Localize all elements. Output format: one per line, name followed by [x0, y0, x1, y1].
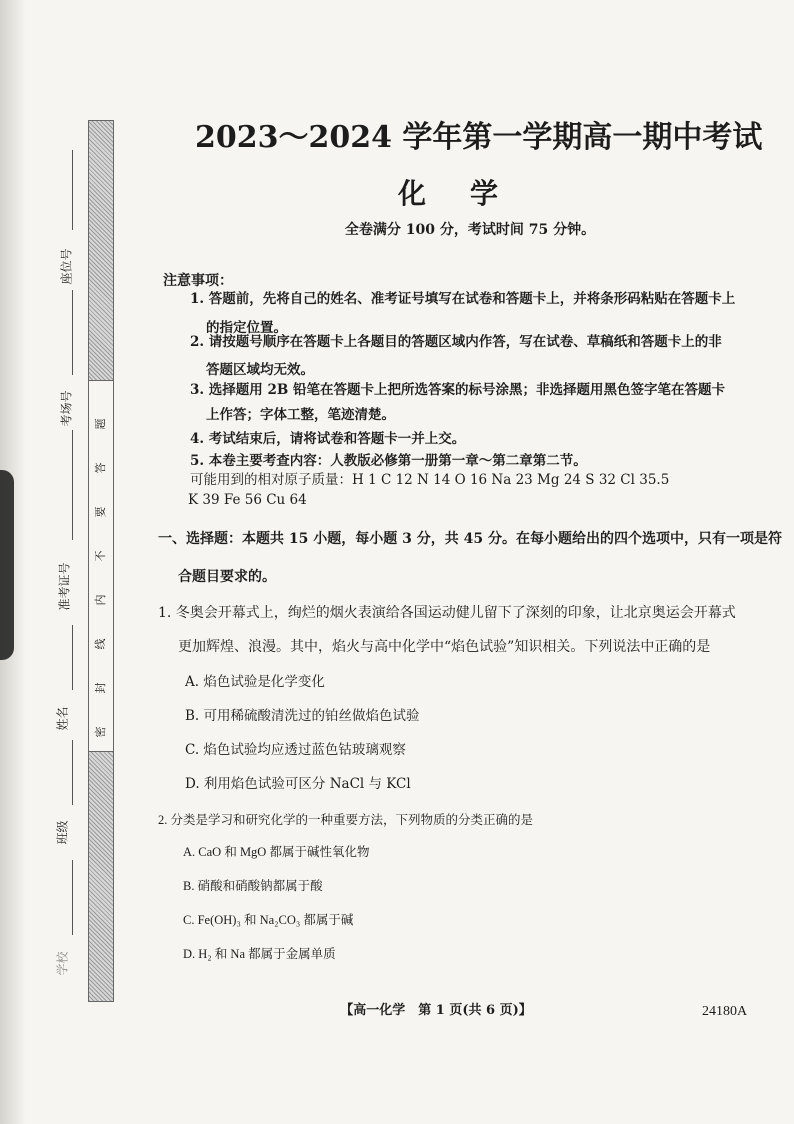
- admission-number-line: [72, 430, 73, 540]
- section-heading: 一、选择题：本题共 15 小题，每小题 3 分，共 45 分。在每小题给出的四个选项中，只有一项是符: [158, 531, 782, 547]
- question-2-option-d: D. H₂ 和 Na 都属于金属单质: [183, 947, 336, 961]
- question-2-option-c: C. Fe(OH)₃ 和 Na₂CO₃ 都属于碱: [183, 913, 354, 927]
- exam-room-line: [72, 290, 73, 375]
- seat-number-label: 座位号: [59, 248, 74, 285]
- paper-code: 24180A: [702, 1004, 748, 1019]
- class-label: 班级: [55, 820, 70, 845]
- question-1-option-b: B. 可用稀硫酸清洗过的铂丝做焰色试验: [185, 708, 420, 724]
- question-2-option-b: B. 硝酸和硝酸钠都属于酸: [183, 879, 323, 893]
- school-line: [72, 860, 73, 935]
- note-item: 的指定位置。: [206, 320, 287, 336]
- question-1-stem: 1. 冬奥会开幕式上，绚烂的烟火表演给各国运动健儿留下了深刻的印象，让北京奥运会开幕式: [158, 605, 736, 621]
- section-heading-cont: 合题目要求的。: [178, 569, 276, 585]
- question-2-option-a: A. CaO 和 MgO 都属于碱性氧化物: [183, 845, 370, 859]
- seal-char: 密: [94, 726, 107, 738]
- seat-number-line: [72, 150, 73, 230]
- exam-title: 2023～2024 学年第一学期高一期中考试: [195, 120, 763, 155]
- question-2-stem: 2. 分类是学习和研究化学的一种重要方法，下列物质的分类正确的是: [158, 813, 534, 827]
- exam-room-label: 考场号: [59, 390, 74, 427]
- seal-char: 内: [94, 594, 107, 606]
- seal-char: 答: [94, 462, 107, 474]
- scan-edge-blot: [0, 470, 14, 660]
- question-1-stem-cont: 更加辉煌、浪漫。其中，焰火与高中化学中“焰色试验”知识相关。下列说法中正确的是: [178, 639, 711, 655]
- seal-char: 不: [94, 550, 107, 562]
- admission-number-label: 准考证号: [57, 562, 72, 611]
- note-item: 答题区域均无效。: [206, 362, 314, 378]
- question-1-option-d: D. 利用焰色试验可区分 NaCl 与 KCl: [185, 776, 411, 792]
- score-info: 全卷满分 100 分，考试时间 75 分钟。: [344, 222, 596, 238]
- note-item: 2. 请按题号顺序在答题卡上各题目的答题区域内作答，写在试卷、草稿纸和答题卡上的非: [190, 334, 722, 350]
- school-label: 学校: [55, 951, 70, 976]
- note-item: 1. 答题前，先将自己的姓名、准考证号填写在试卷和答题卡上，并将条形码粘贴在答题卡上: [190, 291, 736, 307]
- name-line: [72, 625, 73, 690]
- question-1-option-a: A. 焰色试验是化学变化: [185, 674, 325, 690]
- seal-char: 题: [94, 418, 107, 430]
- note-item: 3. 选择题用 2B 铅笔在答题卡上把所选答案的标号涂黑；非选择题用黑色签字笔在答题卡: [190, 382, 725, 398]
- class-line: [72, 740, 73, 805]
- notes-heading: 注意事项：: [163, 273, 233, 289]
- name-label: 姓名: [55, 706, 70, 731]
- atomic-masses-line: 可能用到的相对原子质量：H 1 C 12 N 14 O 16 Na 23 Mg 24 S 32 Cl 35.5: [190, 472, 670, 488]
- note-item: 5. 本卷主要考查内容：人教版必修第一册第一章～第二章第二节。: [190, 453, 587, 469]
- page-footer: 【高一化学 第 1 页(共 6 页)】: [340, 1003, 532, 1018]
- atomic-masses-line: K 39 Fe 56 Cu 64: [188, 492, 307, 508]
- note-item: 4. 考试结束后，请将试卷和答题卡一并上交。: [190, 431, 466, 447]
- seal-char: 要: [94, 506, 107, 518]
- seal-char: 封: [94, 682, 107, 694]
- seal-char: 线: [94, 638, 107, 650]
- note-item: 上作答；字体工整，笔迹清楚。: [206, 407, 395, 423]
- seal-window: [88, 380, 114, 752]
- subject-title: 化学: [397, 177, 542, 210]
- question-1-option-c: C. 焰色试验均应透过蓝色钴玻璃观察: [185, 742, 406, 758]
